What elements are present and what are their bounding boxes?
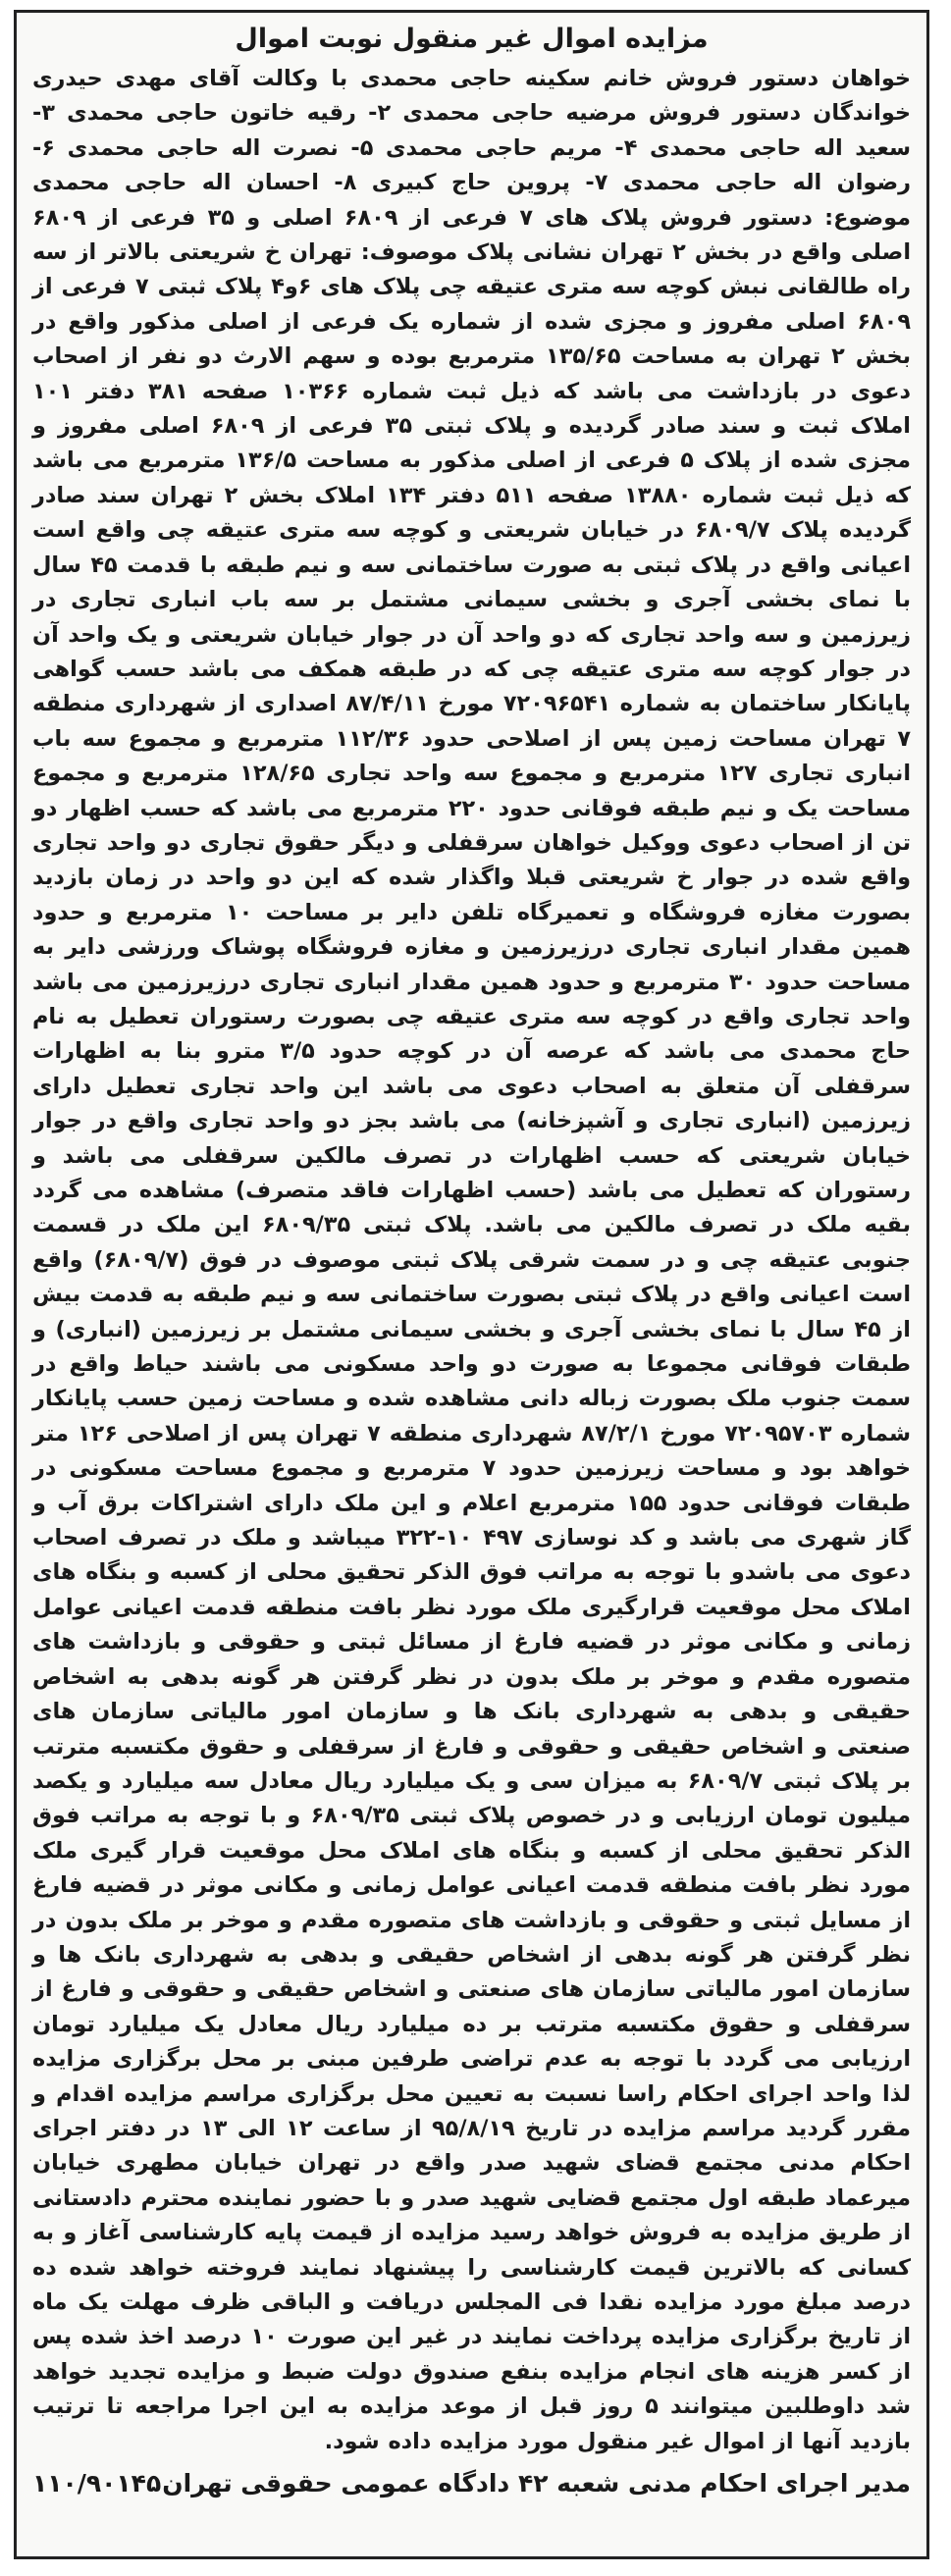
notice-title: مزایده اموال غیر منقول نوبت اموال	[235, 24, 709, 54]
auction-notice	[14, 10, 929, 2559]
signature-line: مدیر اجرای احکام مدنی شعبه ۴۲ دادگاه عمومی حقوقی تهران	[162, 2469, 911, 2498]
notice-footer	[32, 2463, 911, 2504]
notice-body: خواهان دستور فروش خانم سکینه حاجی محمدی با وکالت آقای مهدی حیدری خواندگان دستور فروش مرضیه حاجی محمدی ۲- رقیه خاتون حاجی محمدی ۳- سعید اله حاجی محمدی ۴- مریم حاجی محمدی ۵- نصرت اله حاجی محمدی ۶- رضوان اله حاجی محمدی ۷- پروین حاج کبیری ۸- احسان اله حاجی محمدی موضوع: دستور فروش پلاک های ۷ فرعی از ۶۸۰۹ اصلی و ۳۵ فرعی از ۶۸۰۹ اصلی واقع در بخش ۲ تهران نشانی پلاک موصوف: تهران خ شریعتی بالاتر از سه راه طالقانی نبش کوچه سه متری عتیقه چی پلاک های ۶و۴ پلاک ثبتی ۷ فرعی از ۶۸۰۹ اصلی مفروز و مجزی شده از شماره یک فرعی از اصلی مذکور واقع در بخش ۲ تهران به مساحت ۱۳۵/۶۵ مترمربع بوده و سهم الارث دو نفر از اصحاب دعوی در بازداشت می باشد که ذیل ثبت شماره ۱۰۳۶۶ صفحه ۳۸۱ دفتر ۱۰۱ املاک ثبت و سند صادر گردیده و پلاک ثبتی ۳۵ فرعی از ۶۸۰۹ اصلی مفروز و مجزی شده از پلاک ۵ فرعی از اصلی مذکور به مساحت ۱۳۶/۵ مترمربع می باشد که ذیل ثبت شماره ۱۳۸۸۰ صفحه ۵۱۱ دفتر ۱۳۴ املاک بخش ۲ تهران سند صادر گردیده پلاک ۶۸۰۹/۷ در خیابان شریعتی و کوچه سه متری عتیقه چی واقع است اعیانی واقع در پلاک ثبتی به صورت ساختمانی سه و نیم طبقه با قدمت ۴۵ سال با نمای بخشی آجری و بخشی سیمانی مشتمل بر سه باب انباری تجاری در زیرزمین و سه واحد تجاری که دو واحد آن در جوار خیابان شریعتی و یک واحد آن در جوار کوچه سه متری عتیقه چی که در طبقه همکف می باشد حسب گواهی پایانکار ساختمان به شماره ۷۲۰۹۶۵۴۱ مورخ ۸۷/۴/۱۱ اصداری از شهرداری منطقه ۷ تهران مساحت زمین پس از اصلاحی حدود ۱۱۲/۳۶ مترمربع و مجموع سه باب انباری تجاری ۱۲۷ مترمربع و مجموع سه واحد تجاری ۱۲۸/۶۵ مترمربع و مجموع مساحت یک و نیم طبقه فوقانی حدود ۲۲۰ مترمربع می باشد که حسب اظهار دو تن از اصحاب دعوی ووکیل خواهان سرقفلی و دیگر حقوق تجاری دو واحد تجاری واقع شده در جوار خ شریعتی قبلا واگذار شده که این دو واحد در زمان بازدید بصورت مغازه فروشگاه و تعمیرگاه تلفن دایر بر مساحت ۱۰ مترمربع و حدود همین مقدار انباری تجاری درزیرزمین و مغازه فروشگاه پوشاک ورزشی دایر به مساحت حدود ۳۰ مترمربع و حدود همین مقدار انباری تجاری درزیرزمین می باشد واحد تجاری واقع در کوچه سه متری عتیقه چی بصورت رستوران تعطیل به نام حاج محمدی می باشد که عرصه آن در کوچه حدود ۳/۵ مترو بنا به اظهارات سرقفلی آن متعلق به اصحاب دعوی می باشد این واحد تجاری تعطیل دارای زیرزمین (انباری تجاری و آشپزخانه) می باشد بجز دو واحد تجاری واقع در جوار خیابان شریعتی که حسب اظهارات در تصرف مالکین سرقفلی می باشد و رستوران که تعطیل می باشد (حسب اظهارات فاقد متصرف) مشاهده می گردد بقیه ملک در تصرف مالکین می باشد. پلاک ثبتی ۶۸۰۹/۳۵ این ملک در قسمت جنوبی عتیقه چی و در سمت شرقی پلاک ثبتی موصوف در فوق (۶۸۰۹/۷) واقع است اعیانی واقع در پلاک ثبتی بصورت ساختمانی سه و نیم طبقه به قدمت بیش از ۴۵ سال با نمای بخشی آجری و بخشی سیمانی مشتمل بر زیرزمین (انباری) و طبقات فوقانی مجموعا به صورت دو واحد مسکونی می باشند حیاط واقع در سمت جنوب ملک بصورت زباله دانی مشاهده شده و مساحت زمین حسب پایانکار شماره ۷۲۰۹۵۷۰۳ مورخ ۸۷/۲/۱ شهرداری منطقه ۷ تهران پس از اصلاحی ۱۲۶ متر خواهد بود و مساحت زیرزمین حدود ۷ مترمربع و مجموع مساحت مسکونی در طبقات فوقانی حدود ۱۵۵ مترمربع اعلام و این ملک دارای اشتراکات برق آب و گاز شهری می باشد و کد نوسازی ۴۹۷ ۱۰-۳۲۲ میباشد و ملک در تصرف اصحاب دعوی می باشدو با توجه به مراتب فوق الذکر تحقیق محلی از کسبه و بنگاه های املاک محل موقعیت قرارگیری ملک مورد نظر بافت منطقه قدمت اعیانی عوامل زمانی و مکانی موثر در قضیه فارغ از مسائل ثبتی و حقوقی و بازداشت های متصوره مقدم و موخر بر ملک بدون در نظر گرفتن هر گونه بدهی به اشخاص حقیقی و بدهی به شهرداری بانک ها و سازمان امور مالیاتی سازمان های صنعتی و اشخاص حقیقی و حقوقی و فارغ از سرقفلی و حقوق مکتسبه مترتب بر پلاک ثبتی ۶۸۰۹/۷ به میزان سی و یک میلیارد ریال معادل سه میلیارد و یکصد میلیون تومان ارزیابی و در خصوص پلاک ثبتی ۶۸۰۹/۳۵ و با توجه به مراتب فوق الذکر تحقیق محلی از کسبه و بنگاه های املاک محل موقعیت قرار گیری ملک مورد نظر بافت منطقه قدمت اعیانی عوامل زمانی و مکانی موثر در قضیه فارغ از مسایل ثبتی و حقوقی و بازداشت های متصوره مقدم و موخر بر ملک بدون در نظر گرفتن هر گونه بدهی از اشخاص حقیقی و بدهی به شهرداری بانک ها و سازمان امور مالیاتی سازمان های صنعتی و اشخاص حقیقی و حقوقی و فارغ از سرقفلی و حقوق مکتسبه مترتب بر ده میلیارد ریال معادل یک میلیارد تومان ارزیابی می گردد با توجه به عدم تراضی طرفین مبنی بر محل برگزاری مزایده لذا واحد اجرای احکام راسا نسبت به تعیین محل برگزاری مراسم مزایده اقدام و مقرر گردید مراسم مزایده در تاریخ ۹۵/۸/۱۹ از ساعت ۱۲ الی ۱۳ در دفتر اجرای احکام مدنی مجتمع قضای شهید صدر واقع در تهران خیابان مطهری خیابان میرعماد طبقه اول مجتمع قضایی شهید صدر و با حضور نماینده محترم دادستانی از طریق مزایده به فروش خواهد رسید مزایده از قیمت پایه کارشناسی آغاز و به کسانی که بالاترین قیمت کارشناسی را پیشنهاد نمایند فروخته خواهد شده ده درصد مبلغ مورد مزایده نقدا فی المجلس دریافت و الباقی ظرف مهلت یک ماه از تاریخ برگزاری مزایده پرداخت نمایند در غیر این صورت ۱۰ درصد اخذ شده پس از کسر هزینه های انجام مزایده بنفع صندوق دولت ضبط و مزایده تجدید خواهد شد داوطلبین میتوانند ۵ روز قبل از موعد مزایده به این اجرا مراجعه تا ترتیب بازدید آنها از اموال غیر منقول مورد مزایده داده شود.	[32, 66, 912, 2454]
reference-number: ۱۱۰/۹۰۱۴۵	[32, 2469, 162, 2498]
